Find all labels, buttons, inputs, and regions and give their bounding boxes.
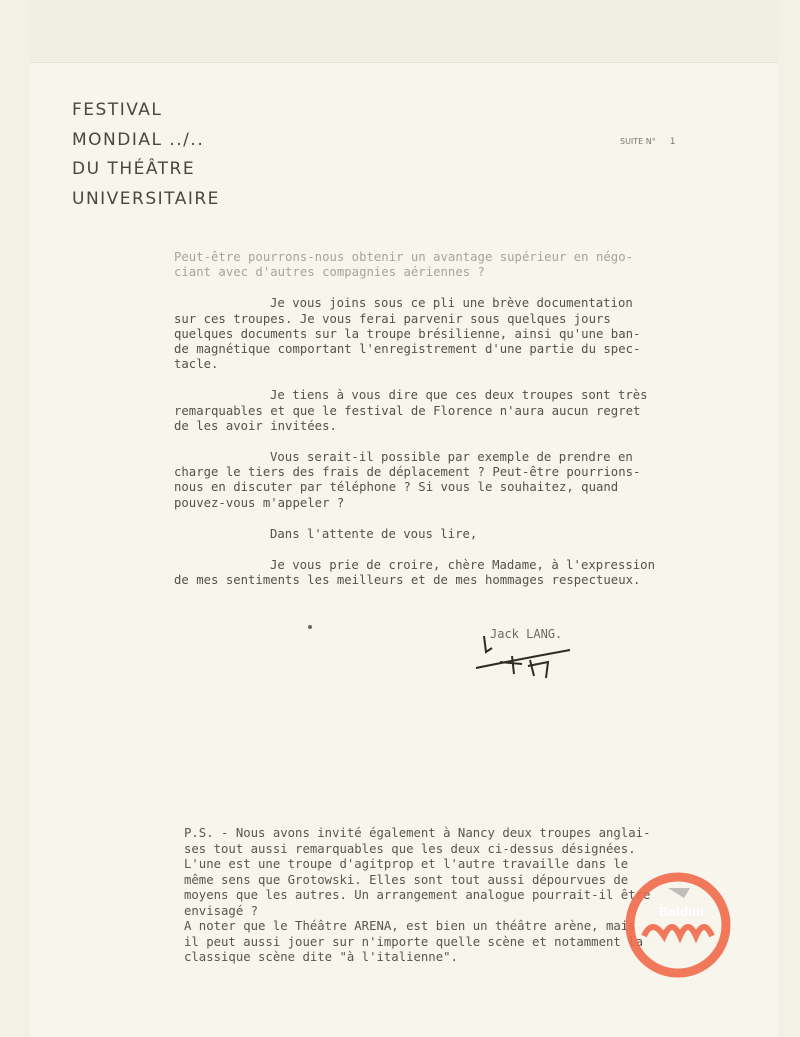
letterhead	[72, 96, 220, 214]
paragraph-5: Dans l'attente de vous lire,	[270, 526, 478, 541]
paragraph-3: Je tiens à vous dire que ces deux troupes sont très remarquables et que le festival de Florence n'aura aucun regret de les avoir invitées.	[174, 388, 648, 433]
page-number	[620, 137, 676, 147]
letterhead-line-2: MONDIAL ../..	[72, 129, 205, 150]
suite-number: 1	[669, 137, 676, 147]
previous-page-strip	[30, 0, 778, 63]
paragraph-6: Je vous prie de croire, chère Madame, à l'expression de mes sentiments les meilleurs et de mes hommages respectueux.	[174, 558, 655, 588]
paragraph-1: Peut-être pourrons-nous obtenir un avantage supérieur en négo- ciant avec d'autres compagnies aériennes ?	[174, 250, 634, 280]
handwritten-signature	[470, 630, 580, 690]
signature-name: Jack LANG.	[490, 627, 563, 641]
postscript: P.S. - Nous avons invité également à Nancy deux troupes anglai- ses tout aussi remarquables que les deux ci-dessus désignées. L'une est une troupe d'agitprop et l'autre travaille dans le même sens que Grotowski. Elles sont tout aussi dépourvues de moyens que les autres. Un arrangement analogue pourrait-il être envisagé ? A noter que le Théâtre ARENA, est bien un théâtre arène, mais il peut aussi jouer sur n'importe quelle scène et notamment la classique scène dite "à l'italienne".	[184, 826, 651, 964]
letterhead-line-3: DU THÉÂTRE	[72, 159, 196, 179]
paragraph-2: Je vous joins sous ce pli une brève documentation sur ces troupes. Je vous ferai parvenir sous quelques jours quelques documents sur la troupe brésilienne, ainsi qu'une ban- de magnétique comportant l'enregistrement d'une partie du spec- tacle.	[174, 296, 641, 372]
paragraph-4: Vous serait-il possible par exemple de prendre en charge le tiers des frais de déplacement ? Peut-être pourrions- nous en discuter par téléphone ? Si vous le souhaitez, quand pouvez-vous m'appeler ?	[174, 450, 641, 510]
letter-body	[174, 250, 764, 604]
ink-dot	[308, 625, 312, 629]
letterhead-line-1: FESTIVAL	[72, 100, 163, 120]
suite-label: SUITE N°	[620, 137, 656, 146]
letterhead-line-4: UNIVERSITAIRE	[72, 188, 220, 209]
baldini-stamp-logo	[618, 868, 740, 978]
stamp-label: Baldini	[659, 904, 705, 919]
